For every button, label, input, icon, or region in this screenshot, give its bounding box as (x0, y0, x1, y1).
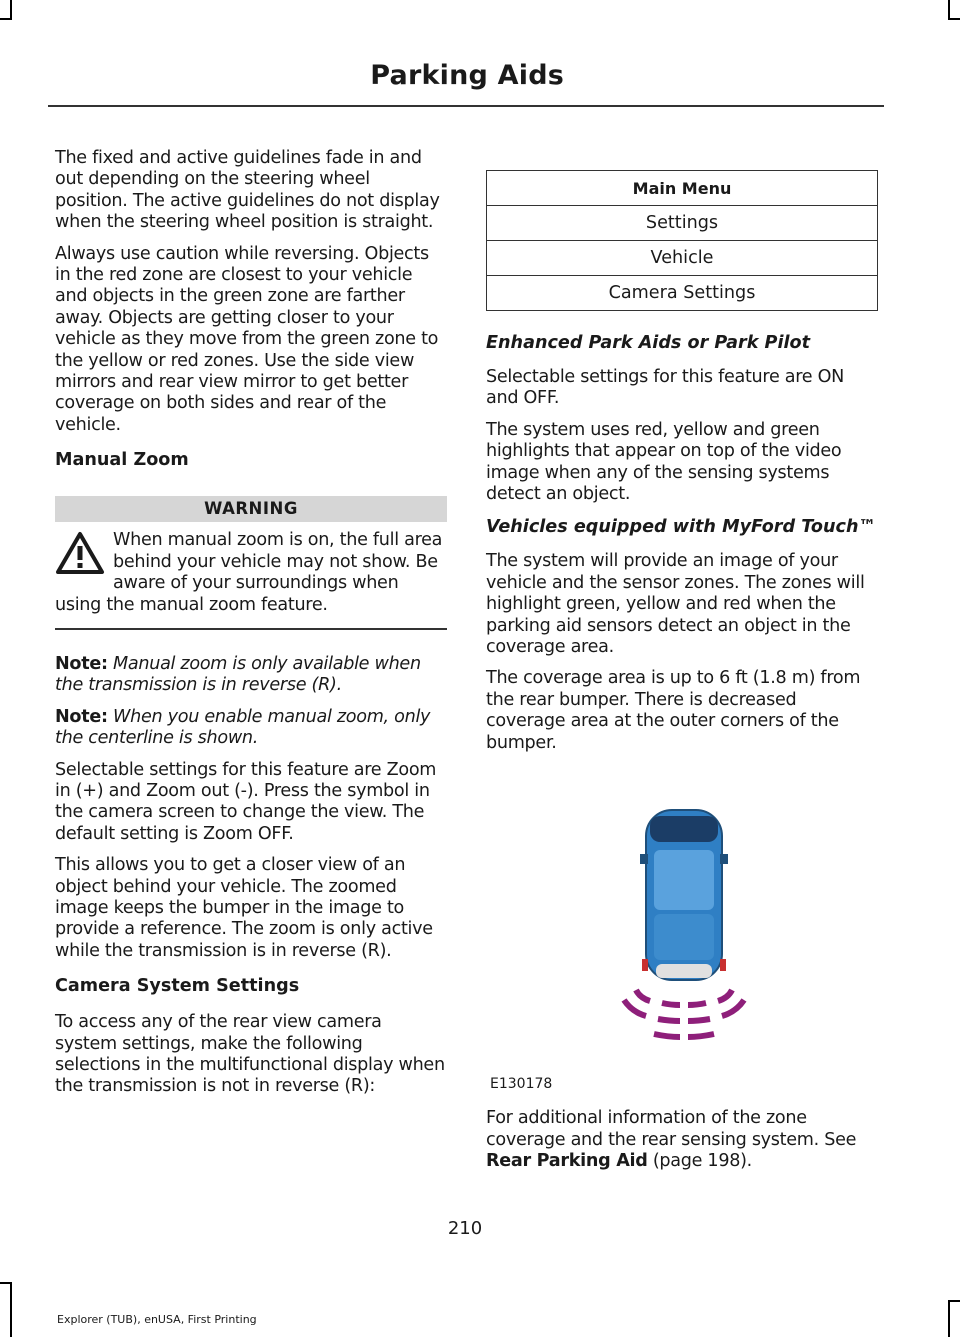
menu-table-header: Main Menu (487, 171, 878, 206)
section-heading-enhanced-park-aids: Enhanced Park Aids or Park Pilot (486, 333, 811, 353)
cross-reference-link[interactable]: Rear Parking Aid (486, 1150, 648, 1171)
note (55, 707, 447, 750)
crop-mark (10, 0, 12, 20)
page-title: Parking Aids (370, 60, 564, 91)
warning-box (55, 530, 447, 630)
section-heading-camera-settings: Camera System Settings (55, 976, 300, 997)
paragraph: This allows you to get a closer view of an object behind your vehicle. The zoomed image keeps the bumper in the image to provide a reference. The zoom is only active while the transmission is in reverse (R). (55, 855, 433, 961)
sensor-zone-arcs (624, 990, 744, 1037)
note-text: Manual zoom is only available when the transmission is in reverse (R). (55, 653, 421, 696)
paragraph: Selectable settings for this feature are Zoom in (+) and Zoom out (-). Press the symbol in the camera screen to change the view. The default setting is Zoom OFF. (55, 759, 437, 844)
crop-mark (948, 0, 950, 20)
paragraph: Always use caution while reversing. Objects in the red zone are closest to your vehicle and objects in the green zone are farther away. Objects are getting closer to your vehicle as they move from the green zone to the yellow or red zones. Use the side view mirrors and rear view mirror to get better coverage on both sides and rear of the vehicle. (55, 243, 439, 435)
crop-mark (0, 1282, 12, 1284)
menu-table-row: Camera Settings (487, 276, 878, 311)
crop-mark (948, 1300, 960, 1302)
paragraph: To access any of the rear view camera system settings, make the following selections in the multifunctional display when the transmission is not in reverse (R): (55, 1012, 445, 1097)
paragraph: The system uses red, yellow and green highlights that appear on top of the video image when any of the sensing systems detect an object. (486, 419, 842, 505)
crop-mark (0, 18, 12, 20)
paragraph-text: For additional information of the zone coverage and the rear sensing system. See (486, 1108, 857, 1150)
paragraph: The coverage area is up to 6 ft (1.8 m) from the rear bumper. There is decreased coverage area at the outer corners of the bumper. (486, 668, 861, 753)
note (55, 654, 447, 697)
paragraph: The system will provide an image of your vehicle and the sensor zones. The zones will highlight green, yellow and red when the parking aid sensors detect an object in the coverage area. (486, 551, 865, 658)
page-number: 210 (447, 1218, 483, 1239)
section-heading-myford-touch: Vehicles equipped with MyFord Touch™ (486, 517, 877, 538)
crop-mark (10, 1282, 12, 1337)
crop-mark (948, 18, 960, 20)
note-label: Note: (55, 706, 108, 727)
note-label: Note: (55, 653, 108, 674)
menu-path-table (486, 170, 878, 311)
warning-text: When manual zoom is on, the full area behind your vehicle may not show. Be aware of your surroundings when using the manual zoom feature. (55, 530, 443, 615)
warning-triangle-icon (55, 530, 105, 576)
header-divider (48, 105, 884, 107)
page-reference: (page 198). (647, 1150, 752, 1171)
figure-label: E130178 (490, 1076, 553, 1093)
paragraph: The fixed and active guidelines fade in and out depending on the steering wheel position. The active guidelines do not display when the steering wheel position is straight. (55, 148, 440, 233)
paragraph (486, 1108, 878, 1172)
parking-sensor-figure (486, 794, 878, 1094)
car-top-view-illustration (486, 794, 878, 1094)
menu-table-row: Vehicle (487, 241, 878, 276)
footer: Explorer (TUB), enUSA, First Printing (57, 1313, 257, 1326)
warning-header: WARNING (55, 496, 447, 522)
right-column (486, 148, 878, 1182)
note-text: When you enable manual zoom, only the centerline is shown. (55, 706, 431, 749)
section-heading-manual-zoom: Manual Zoom (55, 450, 189, 471)
menu-table-row: Settings (487, 206, 878, 241)
crop-mark (948, 1300, 950, 1337)
paragraph: Selectable settings for this feature are ON and OFF. (486, 367, 845, 409)
left-column (55, 148, 447, 1108)
